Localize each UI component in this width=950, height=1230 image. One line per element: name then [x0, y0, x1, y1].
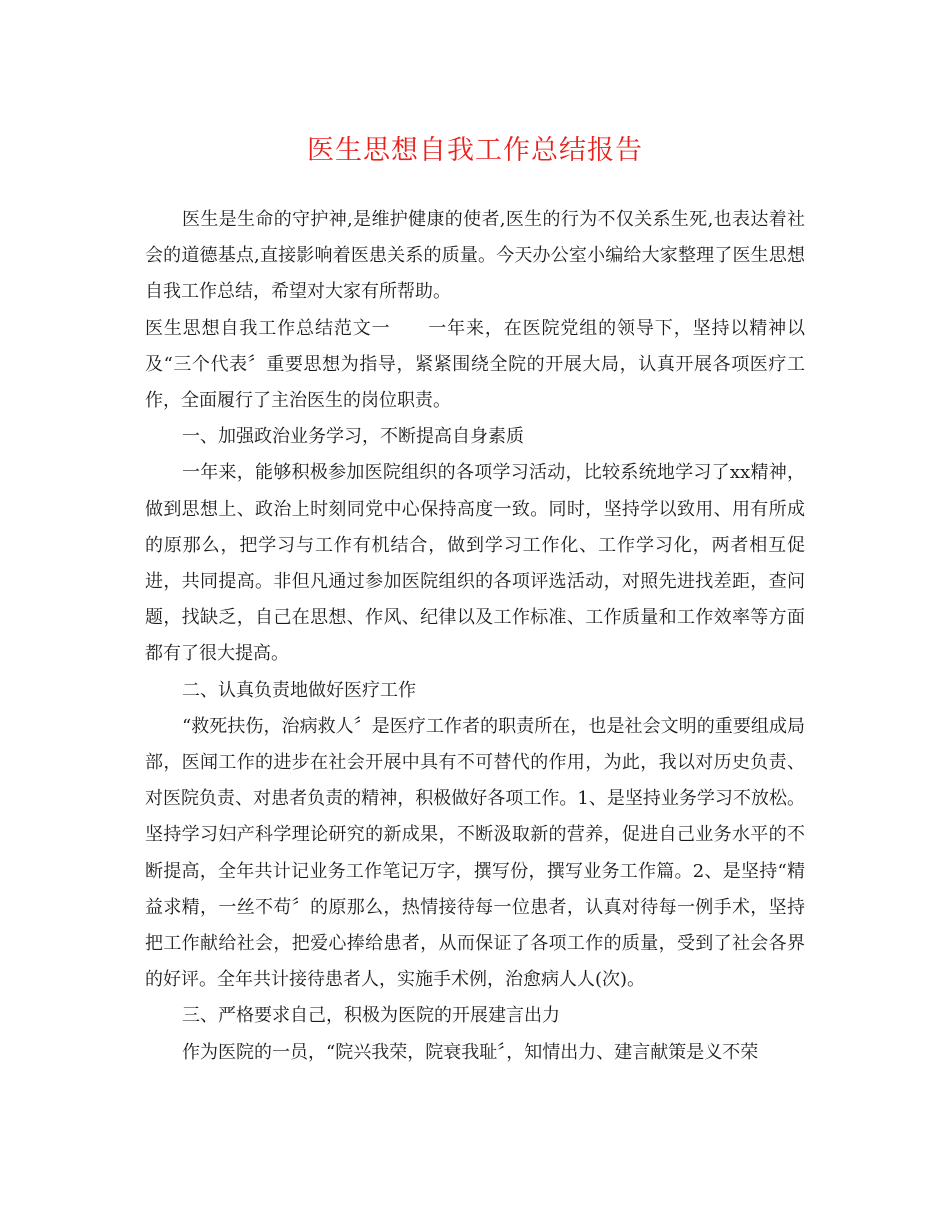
document-title: 医生思想自我工作总结报告	[307, 135, 643, 166]
section-heading-one: 一、加强政治业务学习，不断提高自身素质	[182, 426, 524, 448]
sample-one-paragraph: 医生思想自我工作总结范文一 一年来，在医院党组的领导下，坚持以精神以及“三个代表〞重要思想为指导，紧紧围绕全院的开展大局，认真开展各项医疗工作，全面履行了主治医生的岗位职责。	[145, 317, 805, 412]
document-body	[145, 202, 805, 1071]
section-three-paragraph: 作为医院的一员，“院兴我荣，院衰我耻〞，知情出力、建言献策是义不荣	[182, 1041, 759, 1063]
section-heading-three: 三、严格要求自己，积极为医院的开展建言出力	[182, 1005, 560, 1027]
intro-paragraph: 医生是生命的守护神,是维护健康的使者,医生的行为不仅关系生死,也表达着社会的道德基点,直接影响着医患关系的质量。今天办公室小编给大家整理了医生思想自我工作总结，希望对大家有所帮助。	[145, 209, 805, 303]
section-heading-two: 二、认真负责地做好医疗工作	[182, 679, 416, 701]
section-one-paragraph: 一年来，能够积极参加医院组织的各项学习活动，比较系统地学习了xx精神，做到思想上、政治上时刻同党中心保持高度一致。同时，坚持学以致用、用有所成的原那么，把学习与工作有机结合，做到学习工作化、工作学习化，两者相互促进，共同提高。非但凡通过参加医院组织的各项评选活动，对照先进找差距，查问题，找缺乏，自己在思想、作风、纪律以及工作标准、工作质量和工作效率等方面都有了很大提高。	[145, 462, 805, 665]
section-two-paragraph: “救死扶伤，治病救人〞是医疗工作者的职责所在，也是社会文明的重要组成局部，医闻工作的进步在社会开展中具有不可替代的作用，为此，我以对历史负责、对医院负责、对患者负责的精神，积极做好各项工作。1、是坚持业务学习不放松。坚持学习妇产科学理论研究的新成果，不断汲取新的营养，促进自己业务水平的不断提高，全年共计记业务工作笔记万字，撰写份，撰写业务工作篇。2、是坚持“精益求精，一丝不苟〞的原那么，热情接待每一位患者，认真对待每一例手术，坚持把工作献给社会，把爱心捧给患者，从而保证了各项工作的质量，受到了社会各界的好评。全年共计接待患者人，实施手术例，治愈病人人(次)。	[145, 715, 805, 991]
